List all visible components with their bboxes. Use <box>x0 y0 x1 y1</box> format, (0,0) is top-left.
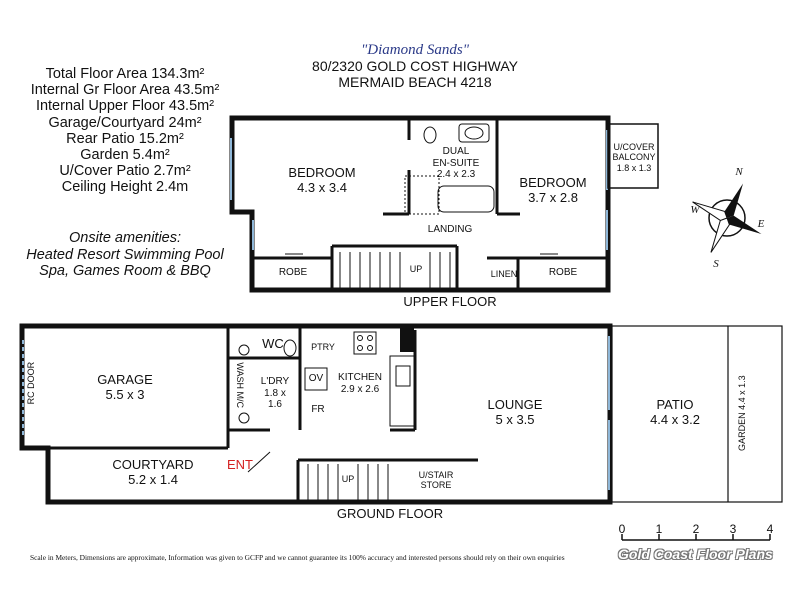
stat-garage-courtyard: Garage/Courtyard 24m² <box>48 114 202 131</box>
courtyard-name: COURTYARD <box>112 457 194 472</box>
upper-stair <box>340 252 450 290</box>
patio-size: 4.4 x 3.2 <box>650 411 700 427</box>
pantry-label: PTRY <box>311 342 335 352</box>
ground-floor-title: GROUND FLOOR <box>336 506 444 521</box>
compass-rose <box>690 181 763 254</box>
upper-floor-title: UPPER FLOOR <box>403 294 497 309</box>
ensuite-name-1: DUAL <box>442 146 470 157</box>
balcony-size: 1.8 x 1.3 <box>616 162 652 173</box>
laundry-label <box>250 376 300 411</box>
lounge-label <box>470 398 560 428</box>
wash-mc-label: WASH M/C <box>235 362 246 408</box>
upper-stair-up-label: UP <box>409 264 423 274</box>
patio-label <box>630 398 720 428</box>
scale-tick-1: 1 <box>655 522 663 536</box>
garage-label <box>75 373 175 403</box>
scale-tick-2: 2 <box>692 522 700 536</box>
balcony-name-1: U/COVER <box>613 142 655 152</box>
scale-tick-3: 3 <box>729 522 737 536</box>
linen-label: LINEN <box>490 269 518 279</box>
address-line-1: 80/2320 GOLD COST HIGHWAY <box>312 58 518 74</box>
rc-door-label: RC DOOR <box>25 361 36 405</box>
fridge-label: FR <box>311 404 325 415</box>
ensuite-label <box>416 146 496 181</box>
stat-total-floor-area: Total Floor Area 134.3m² <box>45 66 205 82</box>
wc-label: WC <box>262 336 284 351</box>
ensuite-size: 2.4 x 2.3 <box>436 169 476 180</box>
bedroom-1-size: 4.3 x 3.4 <box>297 179 347 195</box>
lounge-size: 5 x 3.5 <box>495 411 535 427</box>
property-name: "Diamond Sands" <box>360 42 470 58</box>
oven-label: OV <box>308 373 324 384</box>
courtyard-label <box>98 458 208 488</box>
stat-ucover-patio: U/Cover Patio 2.7m² <box>59 163 191 180</box>
kitchen-label <box>330 372 390 395</box>
stair-store-label <box>404 470 468 491</box>
laundry-size-2: 1.6 <box>268 399 282 410</box>
stat-internal-ground-area: Internal Gr Floor Area 43.5m² <box>30 82 220 99</box>
garage-size: 5.5 x 3 <box>105 386 145 402</box>
bedroom-2-size: 3.7 x 2.8 <box>528 189 578 205</box>
bedroom-1-name: BEDROOM <box>288 165 356 180</box>
ground-stair-up-label: UP <box>341 474 355 484</box>
bedroom-2-name: BEDROOM <box>519 175 587 190</box>
compass-e: E <box>757 218 765 230</box>
stat-ceiling-height: Ceiling Height 2.4m <box>61 179 189 196</box>
balcony-label <box>608 142 660 173</box>
balcony-name-2: BALCONY <box>612 152 656 163</box>
courtyard-size: 5.2 x 1.4 <box>128 471 178 487</box>
landing-label: LANDING <box>427 224 473 235</box>
kitchen-name: KITCHEN <box>338 372 382 383</box>
patio-name: PATIO <box>656 397 694 412</box>
laundry-name: L'DRY <box>260 376 290 387</box>
stat-internal-upper-area: Internal Upper Floor 43.5m² <box>35 98 215 115</box>
compass-w: W <box>690 204 700 216</box>
entry-label: ENT <box>227 457 253 472</box>
amenities-line-2: Spa, Games Room & BBQ <box>39 263 211 279</box>
compass-s: S <box>713 258 719 270</box>
lounge-name: LOUNGE <box>487 397 543 412</box>
stair-store-line-2: STORE <box>420 480 452 491</box>
garage-name: GARAGE <box>97 372 153 387</box>
garden-label: GARDEN 4.4 x 1.3 <box>736 375 747 451</box>
robe-2-label: ROBE <box>548 267 578 278</box>
compass-n: N <box>735 166 743 178</box>
scale-tick-0: 0 <box>618 522 626 536</box>
stat-rear-patio: Rear Patio 15.2m² <box>66 130 184 147</box>
amenities-title: Onsite amenities: <box>68 230 182 246</box>
kitchen-size: 2.9 x 2.6 <box>340 383 380 395</box>
brand-logo: Gold Coast Floor Plans <box>618 546 773 562</box>
amenities-line-1: Heated Resort Swimming Pool <box>26 246 224 263</box>
ensuite-name-2: EN-SUITE <box>432 157 480 169</box>
disclaimer-footer: Scale in Meters, Dimensions are approximate, Information was given to GCFP and we cannot guarantee its 100% accuracy and interested persons should rely on their own enquiries <box>30 553 565 562</box>
address-line-2: MERMAID BEACH 4218 <box>338 74 492 90</box>
ground-column <box>400 328 414 352</box>
bedroom-1-label <box>272 166 372 196</box>
stat-garden: Garden 5.4m² <box>80 147 170 164</box>
robe-1-label: ROBE <box>278 267 308 278</box>
laundry-size-1: 1.8 x <box>264 387 286 399</box>
stair-store-line-1: U/STAIR <box>418 470 454 480</box>
bedroom-2-label <box>503 176 603 206</box>
scale-tick-4: 4 <box>766 522 774 536</box>
